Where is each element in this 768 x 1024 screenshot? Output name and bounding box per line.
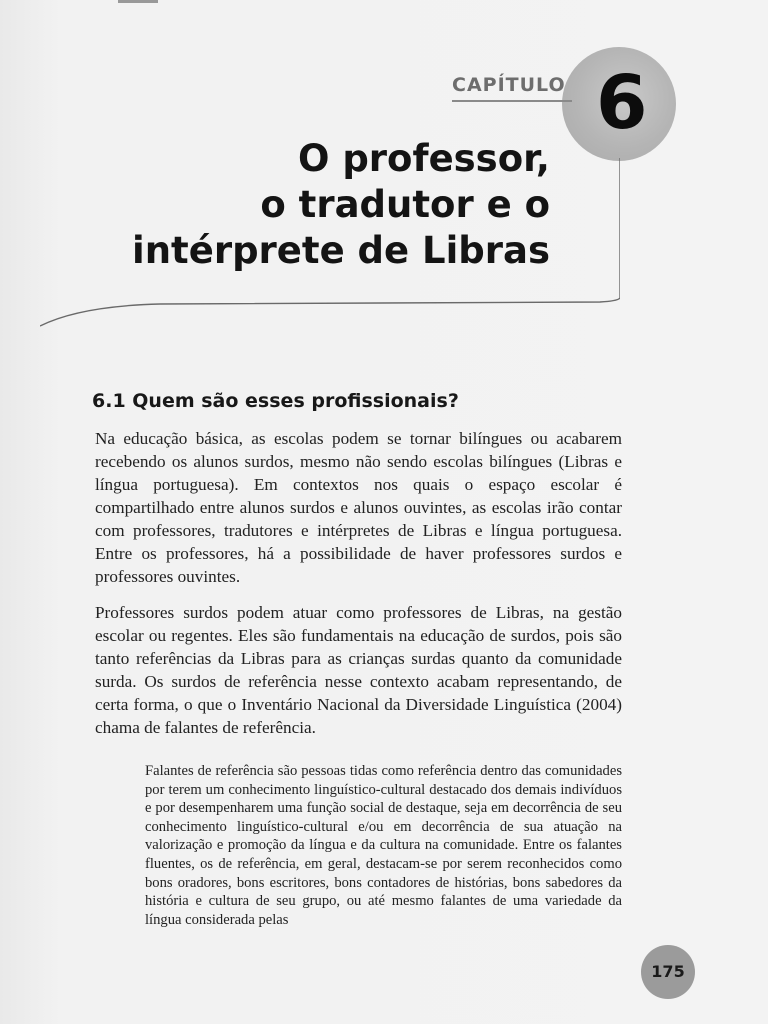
body-paragraph-1: Na educação básica, as escolas podem se tornar bilíngues ou acabarem recebendo os alunos surdos, mesmo não sendo escolas bilíngues (Libras e língua portuguesa). Em contextos nos quais o espaço escolar é compartilhado entre alunos surdos e alunos ouvintes, as escolas irão contar com professores, tradutores e intérpretes de Libras e língua portuguesa. Entre os professores, há a possibilidade de haver professores surdos e professores ouvintes. [95,429,622,586]
chapter-title [130,136,550,274]
scan-edge-mark [118,0,158,3]
chapter-label: CAPÍTULO [452,74,566,96]
page-number: 175 [651,962,685,981]
block-quote: Falantes de referência são pessoas tidas como referência dentro das comunidades por terem um conhecimento linguístico-cultural destacado dos demais indivíduos e por desempenharem uma função social de destaque, seja em decorrência de seu conhecimento linguístico-cultural e/ou em decorrência de sua atuação na valorização e promoção da língua e da cultura na comunidade. Entre os falantes fluentes, os de referência, em geral, destacam-se por serem reconhecidos como bons oradores, bons escritores, bons contadores de histórias, bons sabedores da história e cultura de seu grupo, ou até mesmo falantes de uma variedade da língua considerada pelas [145,763,622,928]
section-heading: 6.1 Quem são esses profissionais? [92,390,459,412]
chapter-title-line-3: intérprete de Libras [132,229,550,272]
chapter-number: 6 [596,60,648,146]
chapter-label-underline [452,100,572,102]
chapter-title-line-1: O professor, [297,137,550,180]
body-paragraph-2: Professores surdos podem atuar como professores de Libras, na gestão escolar ou regentes. Eles são fundamentais na educação de surdos, pois são tanto referências da Libras para as crianças surdas quanto da comunidade surda. Os surdos de referência nesse contexto acabam representando, de certa forma, o que o Inventário Nacional da Diversidade Linguística (2004) chama de falantes de referência. [95,603,622,737]
chapter-title-line-2: o tradutor e o [260,183,550,226]
